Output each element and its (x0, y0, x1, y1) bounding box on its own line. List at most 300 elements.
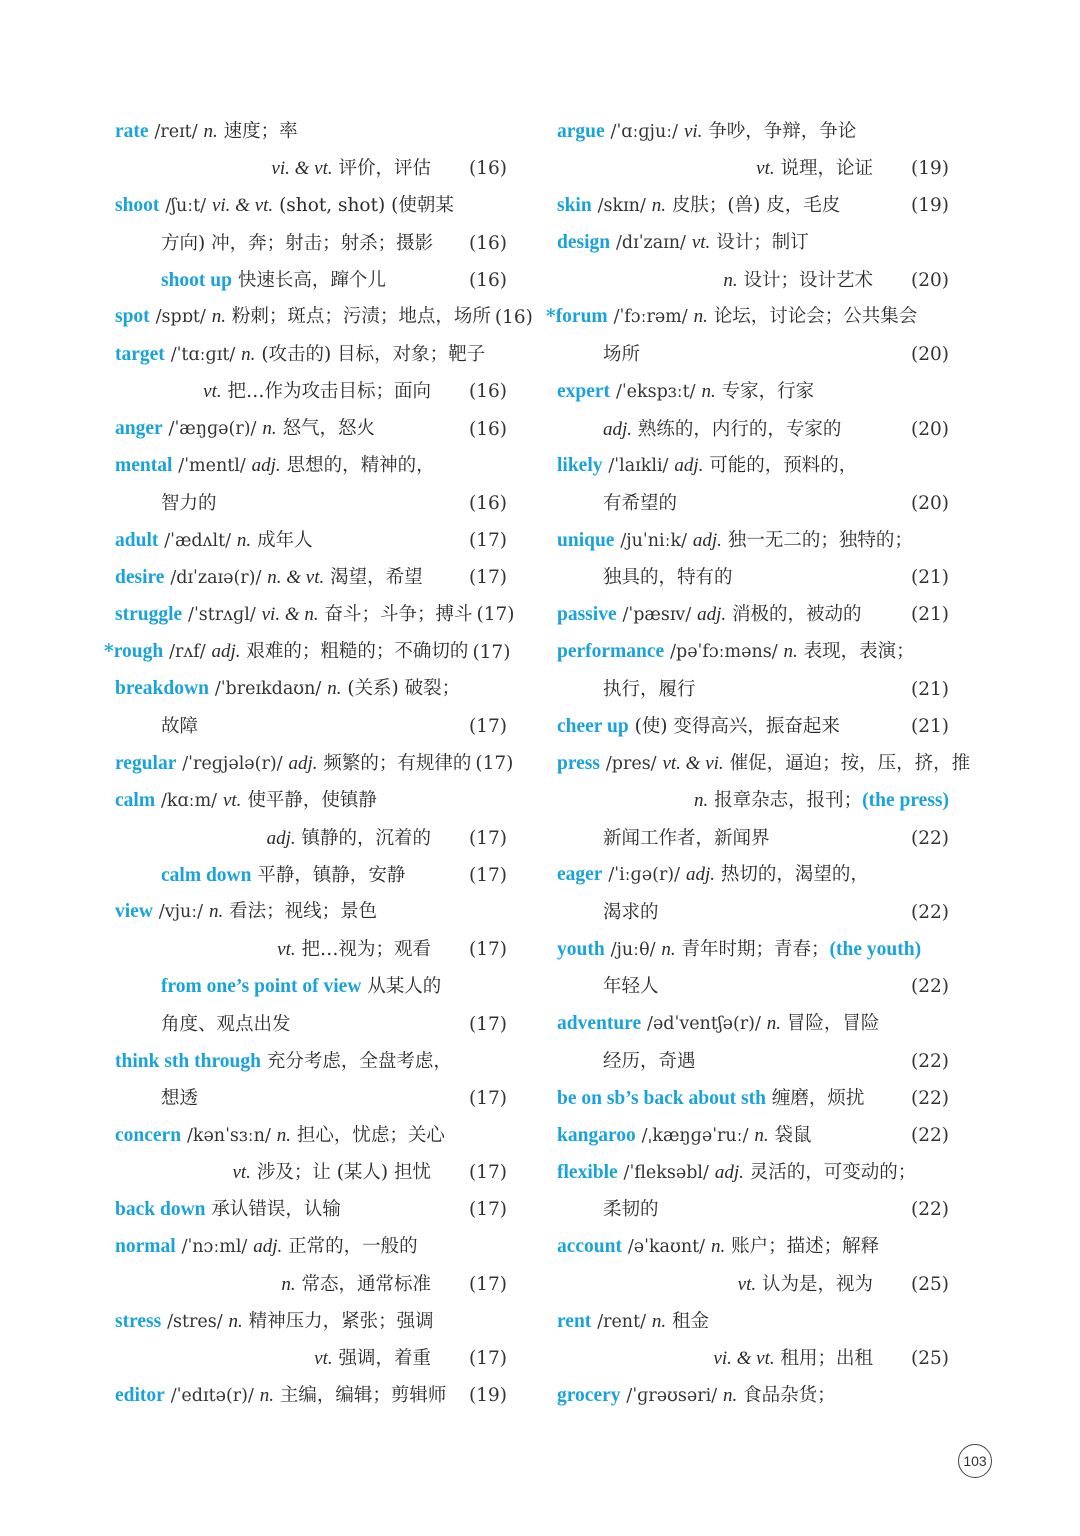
dict-line (557, 634, 949, 671)
dict-line (557, 113, 949, 150)
page-ref: (21) (911, 716, 949, 737)
definition: 新闻工作者，新闻界 (603, 827, 770, 849)
phonetic: /ˈreɡjələ(r)/ (182, 753, 283, 774)
part-of-speech: vt. (222, 789, 242, 811)
dict-line (115, 299, 533, 336)
part-of-speech: n. (710, 1236, 726, 1258)
headword: expert (557, 380, 611, 402)
phonetic: /juːθ/ (610, 939, 656, 960)
definition: (使) 变得高兴，振奋起来 (634, 716, 840, 737)
line-text (115, 336, 507, 374)
headword: breakdown (115, 678, 209, 700)
dict-line (557, 1303, 949, 1340)
line-text (603, 1043, 907, 1080)
page-ref: (17) (469, 864, 507, 886)
definition: (攻击的) 目标，对象；靶子 (261, 343, 486, 365)
line-text (557, 1080, 907, 1117)
line-text (557, 522, 949, 560)
line-text (557, 708, 907, 745)
part-of-speech: n. (723, 269, 738, 291)
definition: 缠磨，烦扰 (771, 1087, 865, 1109)
definition: 可能的，预料的， (709, 455, 858, 477)
page-ref: (17) (469, 1273, 507, 1295)
phonetic: /əˈkaʊnt/ (627, 1237, 706, 1258)
phonetic: /ˈstrʌɡl/ (188, 604, 256, 625)
definition: 渴望，希望 (330, 566, 423, 588)
definition: 奋斗；斗争；搏斗 (324, 603, 473, 625)
dict-line (115, 150, 507, 187)
line-text (232, 1154, 431, 1191)
definition: 熟练的，内行的，专家的 (637, 418, 842, 440)
dict-line (115, 336, 507, 373)
headword: view (115, 901, 153, 923)
phrase: think sth through (115, 1050, 261, 1072)
dict-line (557, 931, 949, 968)
line-text (115, 1191, 465, 1228)
definition: 艰难的；粗糙的；不确切的 (246, 641, 469, 663)
line-text (267, 820, 431, 857)
headword: skin (557, 194, 592, 216)
headword: concern (115, 1124, 182, 1146)
definition: 快速长高，蹿个儿 (237, 269, 386, 291)
line-text (603, 485, 907, 522)
line-text (203, 373, 431, 410)
part-of-speech: adj. (674, 455, 704, 477)
definition: 食品杂货； (743, 1384, 836, 1406)
dict-line (115, 894, 507, 931)
part-of-speech: adj. (211, 641, 241, 663)
page-ref: (22) (911, 1087, 949, 1109)
page-ref: (22) (911, 1050, 949, 1072)
line-text (557, 1228, 949, 1266)
definition: 频繁的；有规律的 (323, 752, 472, 774)
definition: 主编，编辑；剪辑师 (279, 1384, 447, 1406)
definition: 设计；制订 (716, 232, 809, 254)
line-text (557, 1377, 949, 1415)
line-text (281, 1266, 431, 1303)
headword: mental (115, 455, 173, 477)
definition: 涉及；让 (某人) 担忧 (256, 1162, 432, 1184)
left-column (104, 113, 533, 1415)
phonetic: /reɪt/ (154, 121, 198, 142)
part-of-speech: n. (228, 1310, 243, 1332)
line-text (115, 559, 465, 597)
line-text (557, 224, 949, 262)
page-ref: (17) (469, 1199, 507, 1221)
line-text (557, 1303, 949, 1341)
line-text (557, 596, 907, 634)
phrase: cheer up (557, 716, 629, 737)
headword: desire (115, 566, 165, 588)
page-ref: (16) (469, 232, 507, 254)
line-text (314, 1340, 431, 1377)
definition: 年轻人 (603, 976, 659, 998)
dict-line (115, 522, 507, 559)
part-of-speech: adj. (266, 827, 296, 849)
definition: 粉刺；斑点；污渍；地点，场所 (231, 306, 491, 328)
page-ref: (16) (469, 492, 507, 514)
headword: passive (557, 603, 617, 625)
definition: 渴求的 (603, 901, 659, 923)
dict-line (557, 373, 949, 410)
definition: 专家，行家 (721, 380, 815, 402)
dict-line (115, 968, 507, 1005)
dict-line (115, 931, 507, 968)
phonetic: /skɪn/ (597, 195, 646, 216)
part-of-speech: n. (766, 1013, 782, 1034)
line-text (115, 113, 507, 151)
line-text (115, 745, 471, 783)
part-of-speech: n. (783, 641, 798, 663)
line-text (104, 633, 469, 671)
dict-line (115, 1191, 507, 1228)
dict-line (115, 1229, 507, 1266)
part-of-speech: n. (754, 1124, 769, 1146)
part-of-speech: n. (693, 306, 708, 328)
phrase: (the youth) (829, 938, 922, 960)
line-text (115, 893, 507, 931)
headword: rate (115, 120, 149, 142)
phonetic: /ˈbreɪkdaʊn/ (214, 679, 322, 700)
part-of-speech: n. (651, 194, 666, 216)
line-text (756, 150, 873, 187)
phonetic: /vjuː/ (158, 902, 204, 923)
definition: 把…作为攻击目标；面向 (227, 381, 432, 403)
phonetic: /kɑːm/ (160, 790, 218, 811)
part-of-speech: n. (327, 678, 342, 700)
definition: (shot, shot) (使朝某 (279, 194, 454, 216)
line-text (115, 670, 507, 708)
part-of-speech: vt. (277, 939, 296, 961)
dict-line (115, 262, 507, 299)
line-text (161, 225, 465, 262)
phonetic: /dɪˈzaɪə(r)/ (170, 567, 262, 588)
definition: 袋鼠 (774, 1124, 812, 1146)
dict-line (557, 968, 949, 1005)
headword: grocery (557, 1384, 621, 1406)
definition: 租用；出租 (780, 1348, 874, 1370)
headword: regular (115, 752, 177, 774)
headword: rent (557, 1310, 592, 1332)
dict-line (115, 820, 507, 857)
page-ref: (17) (469, 1013, 507, 1035)
page-ref: (17) (469, 1087, 507, 1109)
phonetic: /pres/ (605, 753, 657, 774)
headword: rough (113, 641, 164, 663)
phonetic: /ˈɡrəʊsəri/ (626, 1385, 718, 1406)
part-of-speech: vi. & vt. (211, 194, 274, 216)
definition: 成年人 (257, 529, 313, 551)
phonetic: /rent/ (597, 1311, 647, 1332)
page-ref: (22) (911, 827, 949, 849)
definition: 有希望的 (603, 492, 678, 514)
definition: 消极的，被动的 (732, 603, 862, 625)
definition: 经历，奇遇 (603, 1050, 696, 1072)
headword: spot (115, 306, 150, 328)
definition: 从某人的 (367, 976, 442, 998)
definition: 担心，忧虑；关心 (296, 1124, 445, 1146)
headword: shoot (115, 194, 160, 216)
headword: struggle (115, 603, 183, 625)
headword: kangaroo (557, 1124, 636, 1146)
line-text (161, 708, 465, 745)
definition: 看法；视线；景色 (229, 901, 378, 923)
phonetic: /ˈæŋɡə(r)/ (168, 419, 257, 439)
line-text (115, 1303, 507, 1341)
line-text (115, 1228, 507, 1266)
definition: 角度、观点出发 (161, 1013, 291, 1035)
part-of-speech: n. (281, 1273, 296, 1295)
page-ref: (17) (469, 1162, 507, 1184)
definition: 正常的，一般的 (288, 1236, 418, 1258)
part-of-speech: n. (276, 1124, 291, 1146)
definition: 表现，表演； (803, 641, 915, 663)
line-text (694, 782, 949, 819)
line-text (161, 485, 465, 522)
headword: stress (115, 1310, 162, 1332)
definition: 方向) 冲，奔；射击；射杀；摄影 (161, 232, 434, 254)
definition: 故障 (161, 716, 199, 737)
page-ref: (17) (469, 1348, 507, 1370)
part-of-speech: n. (262, 418, 277, 439)
line-text (603, 820, 907, 857)
definition: 场所 (603, 344, 641, 366)
dict-line (557, 225, 949, 262)
line-text (603, 968, 907, 1005)
definition: 平静，镇静，安静 (257, 864, 406, 886)
dict-line (557, 336, 949, 373)
line-text (603, 411, 907, 448)
page-ref: (17) (475, 753, 514, 775)
dict-line (557, 187, 949, 224)
phrase: back down (115, 1199, 206, 1221)
phrase: shoot up (161, 269, 232, 291)
part-of-speech: adj. (685, 864, 715, 886)
line-text (115, 187, 507, 225)
part-of-speech: adj. (288, 752, 318, 774)
dict-line (557, 448, 949, 485)
phonetic: /ˈlaɪkli/ (608, 456, 669, 477)
line-text (557, 1154, 949, 1192)
definition: 报章杂志，报刊； (714, 790, 863, 812)
line-text (603, 1191, 907, 1228)
dict-line (115, 1303, 507, 1340)
page-ref: (22) (911, 1125, 949, 1147)
line-text (115, 447, 507, 485)
dict-line (557, 559, 949, 596)
dict-line (115, 1154, 507, 1191)
page-ref: (25) (911, 1348, 949, 1370)
page-ref: (22) (911, 1199, 949, 1221)
definition: 说理，论证 (780, 158, 874, 180)
phonetic: /kənˈsɜːn/ (186, 1125, 271, 1146)
dict-line (557, 1043, 949, 1080)
page-ref: (22) (911, 976, 949, 998)
dict-line (557, 1117, 949, 1154)
page-ref: (19) (911, 195, 949, 217)
part-of-speech: vt. (756, 158, 775, 180)
dict-line (557, 1154, 949, 1191)
headword: calm (115, 789, 156, 811)
page-ref: (21) (911, 678, 949, 700)
line-text (161, 968, 507, 1005)
part-of-speech: n. (211, 306, 226, 328)
page-ref: (17) (476, 604, 515, 626)
page-ref: (16) (469, 269, 507, 291)
dict-line (115, 745, 514, 782)
dict-line (115, 187, 507, 224)
definition: 热切的，渴望的， (720, 864, 869, 886)
line-text (546, 298, 949, 336)
right-column (546, 113, 971, 1415)
headword: forum (555, 306, 608, 328)
part-of-speech: adj. (692, 529, 722, 551)
dict-line (546, 299, 949, 336)
line-text (603, 894, 907, 931)
line-text (277, 931, 431, 968)
headword: normal (115, 1236, 176, 1258)
phonetic: /ˈpæsɪv/ (622, 604, 692, 625)
dict-line (557, 1229, 949, 1266)
part-of-speech: n. (701, 380, 716, 402)
phonetic: /ʃuːt/ (165, 195, 207, 216)
star-mark: * (546, 306, 556, 328)
dict-line (557, 262, 949, 299)
phonetic: /ˈedɪtə(r)/ (170, 1385, 254, 1406)
phrase: from one’s point of view (161, 976, 362, 998)
line-text (557, 1117, 907, 1155)
definition: 设计；设计艺术 (743, 269, 874, 291)
line-text (723, 262, 873, 299)
part-of-speech: vt. (737, 1273, 757, 1295)
line-text (603, 336, 907, 373)
dict-line (557, 1377, 949, 1414)
dict-line (115, 485, 507, 522)
headword: adult (115, 529, 159, 551)
definition: 灵活的，可变动的； (749, 1161, 917, 1183)
dict-line (104, 634, 511, 671)
definition: 速度；率 (223, 120, 298, 142)
dict-line (557, 1266, 949, 1303)
page-ref: (22) (911, 901, 949, 923)
phrase: calm down (161, 864, 252, 886)
dict-line (557, 1340, 949, 1377)
dict-line (115, 225, 507, 262)
dict-line (115, 857, 507, 894)
line-text (115, 782, 507, 820)
line-text (603, 559, 907, 596)
part-of-speech: n. (241, 343, 256, 365)
line-text (738, 1266, 873, 1303)
dict-line (557, 522, 949, 559)
line-text (271, 150, 431, 187)
line-text (557, 113, 949, 151)
page-ref: (17) (472, 641, 511, 663)
definition: 评价，评估 (338, 158, 432, 180)
part-of-speech: vt. (232, 1162, 251, 1184)
dict-line (557, 1006, 949, 1043)
part-of-speech: vi. & vt. (713, 1348, 775, 1370)
part-of-speech: vi. & vt. (271, 158, 333, 180)
part-of-speech: vi. & n. (261, 603, 319, 625)
definition: 精神压力，紧张；强调 (248, 1310, 434, 1332)
definition: 租金 (672, 1310, 710, 1332)
headword: adventure (557, 1013, 642, 1034)
phrase: be on sb’s back about sth (557, 1087, 766, 1109)
definition: 执行，履行 (603, 678, 696, 700)
line-text (557, 633, 949, 671)
definition: 怒气，怒火 (282, 418, 375, 439)
line-text (603, 671, 907, 708)
definition: 皮肤；(兽) 皮，毛皮 (671, 194, 841, 216)
part-of-speech: n. (236, 529, 252, 551)
line-text (557, 447, 949, 485)
page-ref: (16) (494, 306, 533, 328)
definition: 使平静，使镇静 (247, 789, 377, 811)
part-of-speech: vt. (691, 232, 711, 254)
page-number-badge: 103 (958, 1444, 992, 1478)
headword: anger (115, 418, 163, 439)
phonetic: /ˈnɔːml/ (181, 1237, 248, 1258)
part-of-speech: adj. (251, 455, 281, 477)
part-of-speech: n. (694, 790, 709, 812)
part-of-speech: vt. (203, 381, 222, 403)
phonetic: /spɒt/ (155, 307, 206, 328)
definition: 强调，着重 (338, 1348, 432, 1370)
headword: performance (557, 641, 665, 663)
definition: 论坛，讨论会；公共集会 (713, 306, 918, 328)
phonetic: /ˈiːɡə(r)/ (608, 865, 681, 886)
headword: likely (557, 455, 603, 477)
headword: account (557, 1236, 622, 1258)
definition: 独一无二的；独特的； (727, 529, 913, 551)
phrase: (the press) (862, 790, 949, 812)
part-of-speech: n. (661, 938, 676, 960)
dict-line (557, 820, 949, 857)
part-of-speech: adj. (697, 603, 727, 625)
page-ref: (16) (469, 381, 507, 403)
dict-line (115, 373, 507, 410)
page-ref: (17) (469, 939, 507, 961)
definition: 想透 (161, 1087, 199, 1109)
dict-line (557, 708, 949, 745)
dict-line (115, 708, 507, 745)
line-text (115, 596, 473, 634)
line-text (115, 298, 491, 336)
definition: 思想的，精神的， (286, 455, 435, 477)
line-text (161, 857, 465, 894)
headword: flexible (557, 1161, 618, 1183)
page-ref: (17) (469, 716, 507, 737)
phonetic: /ˈfleksəbl/ (623, 1162, 709, 1183)
line-text (557, 931, 949, 969)
page-ref: (25) (911, 1273, 949, 1295)
phonetic: /ədˈventʃə(r)/ (647, 1014, 761, 1034)
dict-line (115, 1340, 507, 1377)
line-text (713, 1340, 873, 1377)
definition: 催促，逼迫；按，压，挤，推 (729, 752, 971, 774)
definition: 独具的，特有的 (603, 567, 733, 589)
headword: press (557, 752, 600, 774)
line-text (557, 856, 949, 894)
headword: unique (557, 529, 615, 551)
part-of-speech: n. & vt. (267, 566, 325, 588)
phonetic: /stres/ (167, 1311, 223, 1332)
dict-line (115, 1043, 507, 1080)
phonetic: /ˈædʌlt/ (164, 530, 232, 551)
phonetic: /rʌf/ (169, 642, 206, 663)
part-of-speech: n. (651, 1310, 667, 1332)
